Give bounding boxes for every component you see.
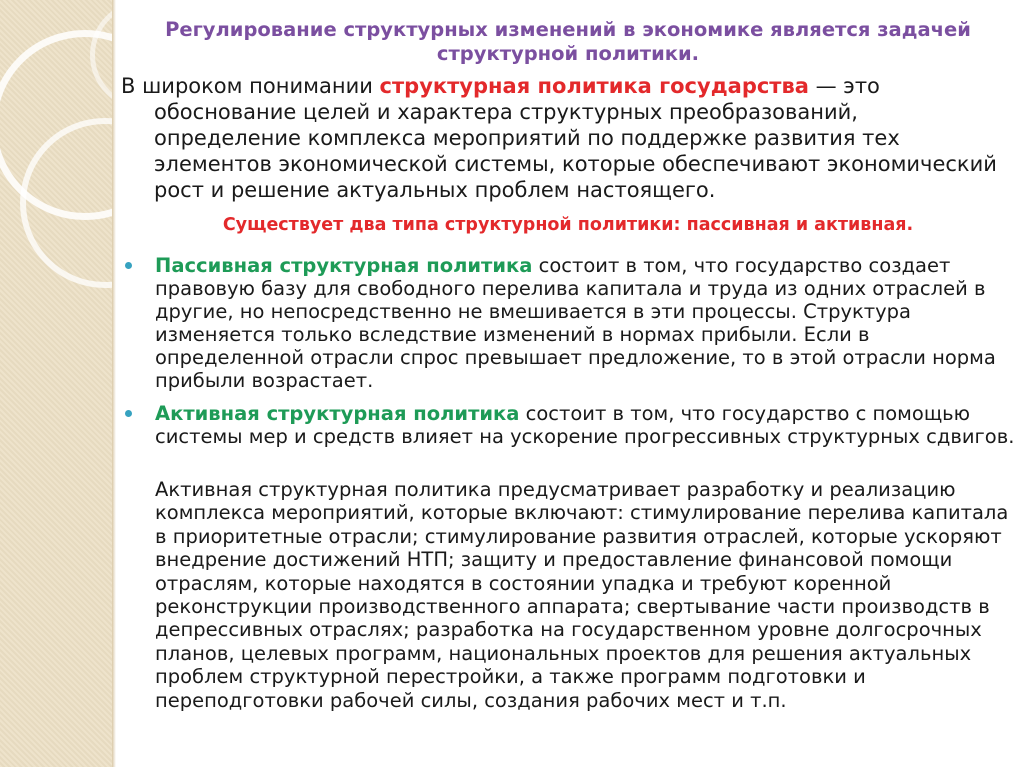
active-policy-details: Активная структурная политика предусматривает разработку и реализацию комплекса мероприятий, которые включают: стимулирование перелива капитала в приоритетные отрасли; стимулирование развития отраслей, которые ускоряют внедрение достижений НТП; защиту и предоставление финансовой помощи отраслям, которые находятся в состоянии упадка и требуют коренной реконструкции производственного аппарата; свертывание части производств в депрессивных отраслях; разработка на государственном уровне долгосрочных планов, целевых программ, национальных проектов для решения актуальных проблем структурной перестройки, а также программ подготовки и переподготовки рабочей силы, создания рабочих мест и т.п. — [155, 478, 1009, 712]
intro-highlight: структурная политика государства — [379, 74, 809, 98]
decorative-sidebar — [0, 0, 112, 767]
bullet-passive-policy — [121, 254, 1015, 392]
bullet-term: Пассивная структурная политика — [155, 254, 533, 277]
bullet-text: состоит в том, что государство с помощью системы мер и средств влияет на ускорение прогрессивных структурных сдвигов. — [155, 402, 1015, 448]
bullet-dot-icon — [125, 410, 132, 417]
sidebar-edge — [112, 0, 116, 767]
bullet-dot-icon — [125, 262, 132, 269]
intro-suffix: — это обоснование целей и характера структурных преобразований, определение комплекса мероприятий по поддержке развития тех элементов экономической системы, которые обеспечивают экономический рост и решение актуальных проблем настоящего. — [154, 74, 997, 202]
intro-paragraph — [121, 73, 1011, 203]
intro-prefix: В широком понимании — [121, 74, 380, 98]
bullet-text: состоит в том, что государство создает правовую базу для свободного перелива капитала и труда из одних отраслей в другие, но непосредственно не вмешивается в эти процессы. Структура изменяется только вследствие изменений в нормах прибыли. Если в определенной отрасли спрос превышает предложение, то в этой отрасли норма прибыли возрастает. — [155, 254, 996, 392]
bullet-active-policy — [121, 402, 1015, 448]
bullet-term: Активная структурная политика — [155, 402, 520, 425]
slide-title: Регулирование структурных изменений в экономике является задачей структурной политики. — [165, 18, 971, 65]
types-subheading: Существует два типа структурной политики: пассивная и активная. — [222, 215, 914, 235]
